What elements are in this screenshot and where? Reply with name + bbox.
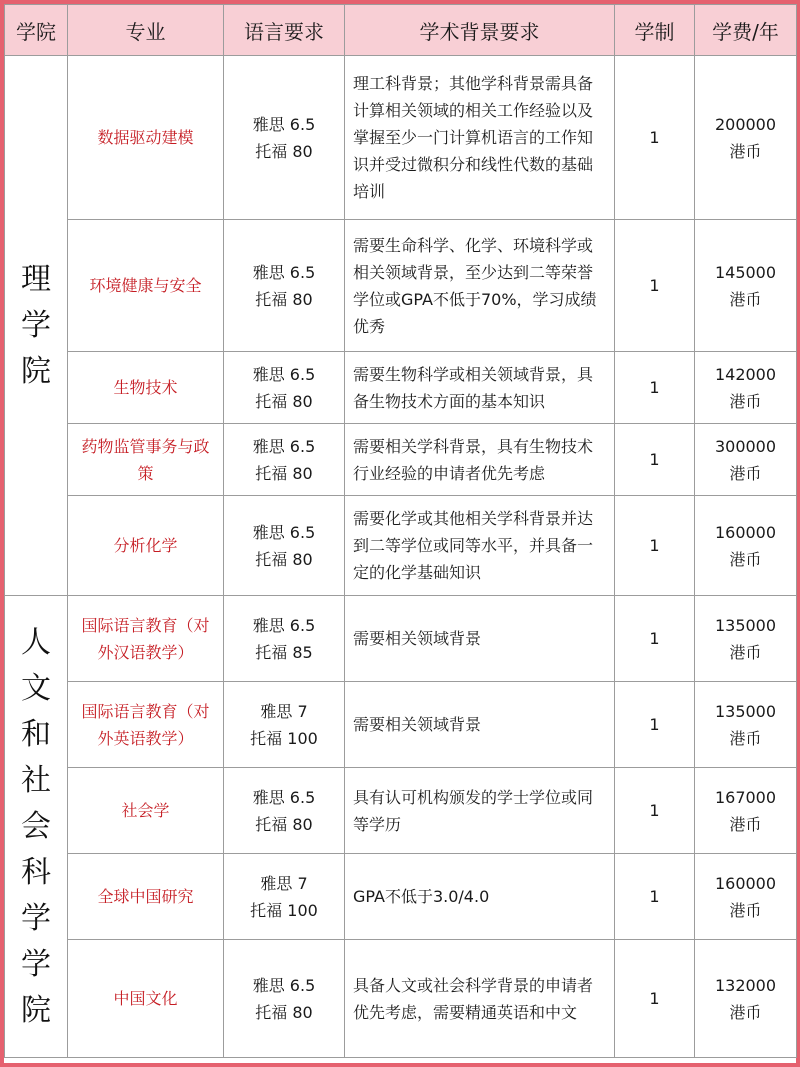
college-cell xyxy=(5,56,68,596)
language-cell xyxy=(224,352,345,424)
toefl-score: 托福 85 xyxy=(255,642,313,662)
table-row xyxy=(5,424,797,496)
programs-table xyxy=(4,4,797,1058)
header-language: 语言要求 xyxy=(224,5,345,56)
ielts-score: 雅思 7 xyxy=(260,873,308,893)
background-cell: 需要相关学科背景，具有生物技术行业经验的申请者优先考虑 xyxy=(345,424,615,496)
fee-currency: 港币 xyxy=(729,289,762,309)
duration-cell: 1 xyxy=(615,854,695,940)
duration-cell: 1 xyxy=(615,768,695,854)
background-cell: 需要生物科学或相关领域背景，具备生物技术方面的基本知识 xyxy=(345,352,615,424)
toefl-score: 托福 100 xyxy=(250,728,318,748)
table-row xyxy=(5,220,797,352)
duration-cell: 1 xyxy=(615,220,695,352)
fee-currency: 港币 xyxy=(729,728,762,748)
language-cell xyxy=(224,940,345,1058)
header-college: 学院 xyxy=(5,5,68,56)
table-row xyxy=(5,940,797,1058)
background-cell: 需要相关领域背景 xyxy=(345,682,615,768)
major-cell: 全球中国研究 xyxy=(68,854,224,940)
background-cell: 理工科背景；其他学科背景需具备计算相关领域的相关工作经验以及掌握至少一门计算机语言的工作知识并受过微积分和线性代数的基础培训 xyxy=(345,56,615,220)
language-cell xyxy=(224,768,345,854)
ielts-score: 雅思 6.5 xyxy=(252,436,316,456)
fee-amount: 160000 xyxy=(714,873,777,893)
fee-cell xyxy=(695,940,797,1058)
duration-cell: 1 xyxy=(615,352,695,424)
background-cell: 需要生命科学、化学、环境科学或相关领域背景，至少达到二等荣誉学位或GPA不低于70%，学习成绩优秀 xyxy=(345,220,615,352)
ielts-score: 雅思 6.5 xyxy=(252,787,316,807)
fee-amount: 135000 xyxy=(714,615,777,635)
fee-amount: 135000 xyxy=(714,701,777,721)
fee-amount: 160000 xyxy=(714,522,777,542)
major-cell: 环境健康与安全 xyxy=(68,220,224,352)
major-cell: 药物监管事务与政策 xyxy=(68,424,224,496)
major-cell: 国际语言教育（对外英语教学） xyxy=(68,682,224,768)
language-cell xyxy=(224,496,345,596)
fee-amount: 145000 xyxy=(714,262,777,282)
ielts-score: 雅思 6.5 xyxy=(252,522,316,542)
fee-cell xyxy=(695,768,797,854)
fee-currency: 港币 xyxy=(729,463,762,483)
fee-currency: 港币 xyxy=(729,900,762,920)
header-row xyxy=(5,5,797,56)
background-cell: 具有认可机构颁发的学士学位或同等学历 xyxy=(345,768,615,854)
fee-currency: 港币 xyxy=(729,814,762,834)
table-row xyxy=(5,496,797,596)
ielts-score: 雅思 7 xyxy=(260,701,308,721)
duration-cell: 1 xyxy=(615,424,695,496)
language-cell xyxy=(224,56,345,220)
fee-cell xyxy=(695,496,797,596)
header-background: 学术背景要求 xyxy=(345,5,615,56)
ielts-score: 雅思 6.5 xyxy=(252,114,316,134)
table-row xyxy=(5,352,797,424)
fee-currency: 港币 xyxy=(729,1002,762,1022)
toefl-score: 托福 80 xyxy=(255,549,313,569)
college-cell xyxy=(5,596,68,1058)
duration-cell: 1 xyxy=(615,596,695,682)
toefl-score: 托福 100 xyxy=(250,900,318,920)
header-fee: 学费/年 xyxy=(695,5,797,56)
college-name: 理学院 xyxy=(21,261,51,389)
fee-cell xyxy=(695,424,797,496)
duration-cell: 1 xyxy=(615,56,695,220)
table-row xyxy=(5,768,797,854)
duration-cell: 1 xyxy=(615,940,695,1058)
major-cell: 数据驱动建模 xyxy=(68,56,224,220)
fee-amount: 300000 xyxy=(714,436,777,456)
ielts-score: 雅思 6.5 xyxy=(252,615,316,635)
page-frame xyxy=(4,4,796,1063)
fee-amount: 132000 xyxy=(714,975,777,995)
fee-cell xyxy=(695,352,797,424)
background-cell: 需要化学或其他相关学科背景并达到二等学位或同等水平，并具备一定的化学基础知识 xyxy=(345,496,615,596)
fee-currency: 港币 xyxy=(729,141,762,161)
ielts-score: 雅思 6.5 xyxy=(252,975,316,995)
table-row xyxy=(5,56,797,220)
ielts-score: 雅思 6.5 xyxy=(252,262,316,282)
fee-cell xyxy=(695,56,797,220)
fee-cell xyxy=(695,596,797,682)
language-cell xyxy=(224,596,345,682)
major-cell: 中国文化 xyxy=(68,940,224,1058)
fee-cell xyxy=(695,682,797,768)
major-cell: 社会学 xyxy=(68,768,224,854)
duration-cell: 1 xyxy=(615,682,695,768)
fee-currency: 港币 xyxy=(729,549,762,569)
header-major: 专业 xyxy=(68,5,224,56)
major-cell: 国际语言教育（对外汉语教学） xyxy=(68,596,224,682)
table-row xyxy=(5,682,797,768)
toefl-score: 托福 80 xyxy=(255,814,313,834)
toefl-score: 托福 80 xyxy=(255,463,313,483)
toefl-score: 托福 80 xyxy=(255,141,313,161)
major-cell: 分析化学 xyxy=(68,496,224,596)
toefl-score: 托福 80 xyxy=(255,289,313,309)
language-cell xyxy=(224,682,345,768)
table-row xyxy=(5,596,797,682)
toefl-score: 托福 80 xyxy=(255,391,313,411)
header-duration: 学制 xyxy=(615,5,695,56)
fee-currency: 港币 xyxy=(729,642,762,662)
ielts-score: 雅思 6.5 xyxy=(252,364,316,384)
fee-amount: 142000 xyxy=(714,364,777,384)
table-row xyxy=(5,854,797,940)
fee-cell xyxy=(695,854,797,940)
fee-amount: 167000 xyxy=(714,787,777,807)
fee-cell xyxy=(695,220,797,352)
toefl-score: 托福 80 xyxy=(255,1002,313,1022)
duration-cell: 1 xyxy=(615,496,695,596)
language-cell xyxy=(224,220,345,352)
major-cell: 生物技术 xyxy=(68,352,224,424)
background-cell: GPA不低于3.0/4.0 xyxy=(345,854,615,940)
language-cell xyxy=(224,424,345,496)
background-cell: 需要相关领域背景 xyxy=(345,596,615,682)
background-cell: 具备人文或社会科学背景的申请者优先考虑，需要精通英语和中文 xyxy=(345,940,615,1058)
language-cell xyxy=(224,854,345,940)
college-name: 人文和社会科学学院 xyxy=(21,624,51,1028)
fee-currency: 港币 xyxy=(729,391,762,411)
fee-amount: 200000 xyxy=(714,114,777,134)
